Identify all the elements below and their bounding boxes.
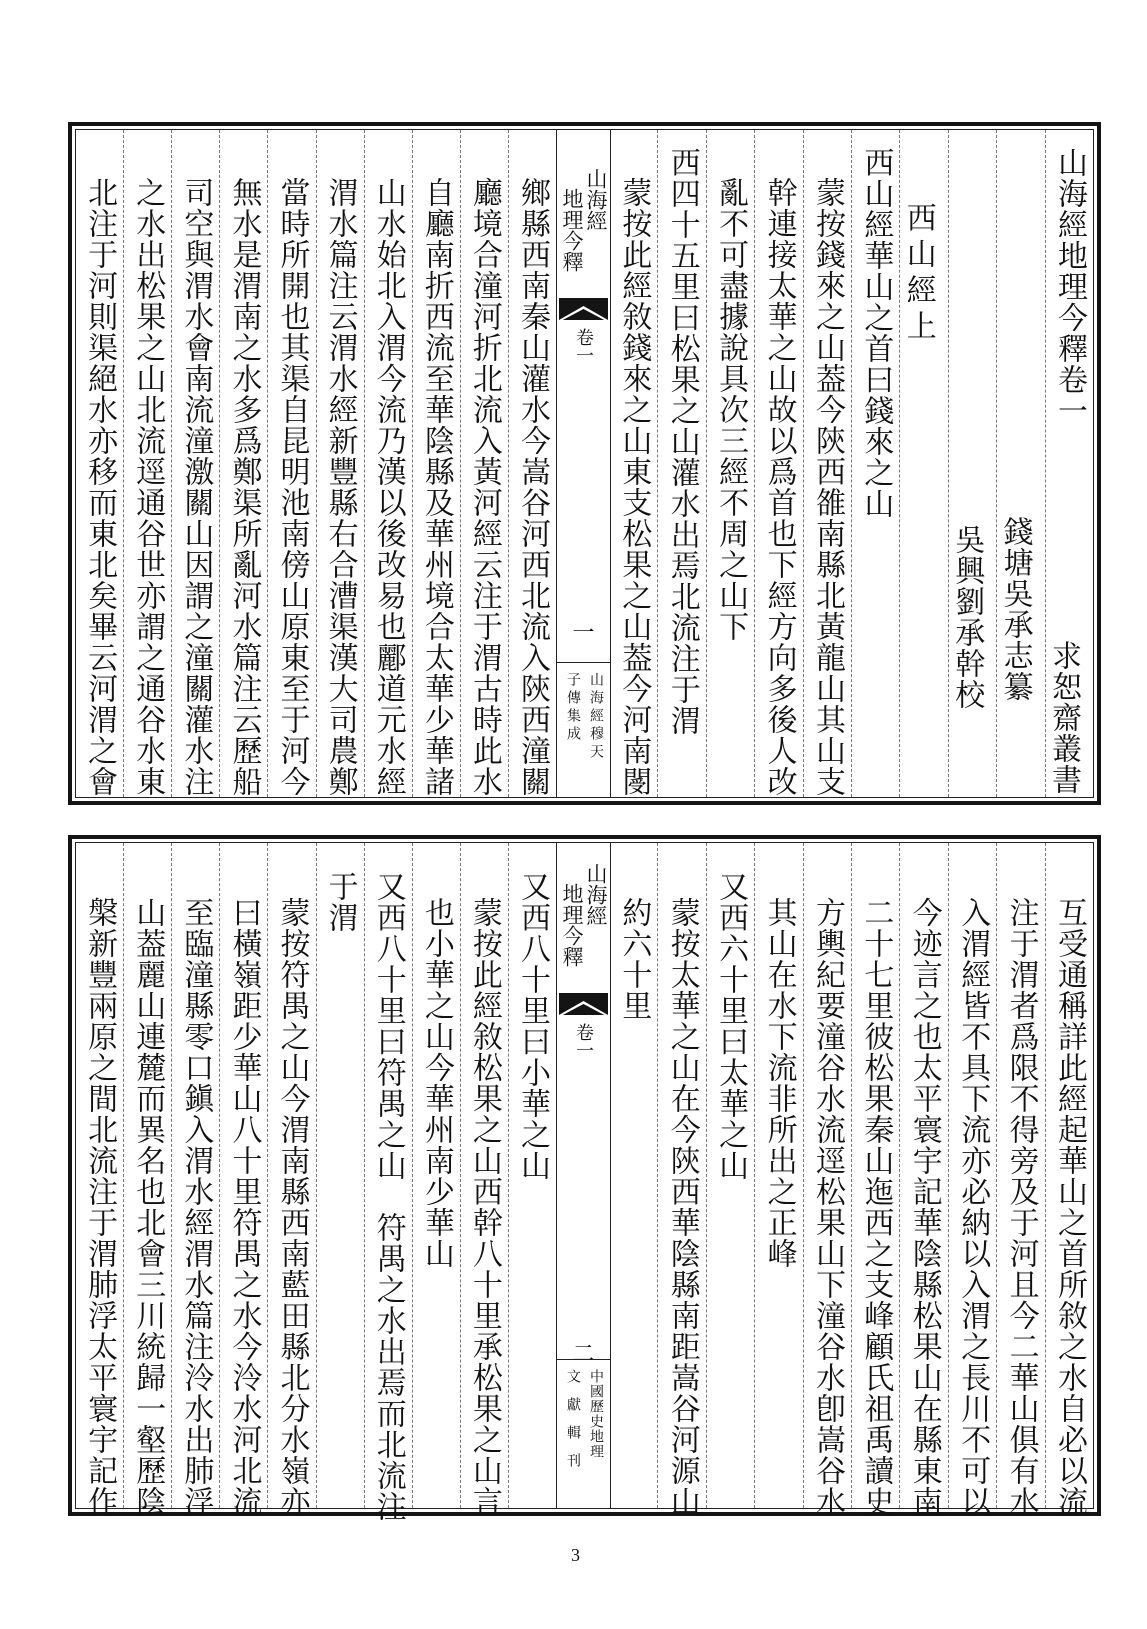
commentary-column: [171, 130, 219, 797]
commentary-column: [610, 130, 657, 797]
classic-text-column: [364, 843, 412, 1522]
column-text: 約六十里: [616, 897, 652, 1021]
fishtail-mark-icon: [559, 298, 608, 320]
column-text: 西山經華山之首曰錢來之山: [858, 147, 894, 519]
commentary-column: [460, 843, 508, 1517]
classic-text-column: [657, 130, 705, 797]
collection-title-1: 山海經穆天: [588, 672, 604, 762]
column-text: 廳境合潼河折北流入黃河經云注于渭古時此水: [466, 177, 502, 797]
chapter-heading-column: [899, 130, 947, 797]
book-title-2: 地理今釋: [560, 883, 584, 967]
collection-title-2: 文獻輯刊: [565, 1369, 581, 1481]
column-text: 二十七里彼松果秦山迤西之支峰顧氏祖禹讀史: [858, 897, 894, 1517]
commentary-column: [1045, 843, 1093, 1517]
leaf-number: 一: [572, 621, 595, 646]
classic-text-column: [706, 843, 754, 1508]
left-text-area: [76, 843, 556, 1522]
column-text: 亂不可盡據說具次三經不周之山下: [713, 177, 749, 642]
center-fold-strip: [556, 130, 611, 797]
column-text: 之水出松果之山北流逕通谷世亦謂之通谷水東: [130, 177, 166, 797]
commentary-column: [657, 843, 705, 1517]
column-text: 北注于河則渠絕水亦移而東北矣畢云河渭之會: [82, 177, 118, 797]
column-text: 又西八十里曰符禺之山 符禺之水出焉而北流注: [370, 871, 406, 1522]
column-text: 也小華之山今華州南少華山: [418, 897, 454, 1269]
commentary-column: [706, 130, 754, 797]
column-text: 方輿紀要潼谷水流逕松果山下潼谷水卽嵩谷水: [809, 897, 845, 1517]
commentary-column: [123, 843, 171, 1517]
upper-leaf: [68, 122, 1101, 805]
column-text: 幹連接太華之山故以爲首也下經方向多後人改: [761, 177, 797, 797]
leaf-number: 二: [572, 1342, 595, 1367]
commentary-column: [123, 130, 171, 797]
column-text: 入渭經皆不具下流亦必納以入渭之長川不可以: [955, 897, 991, 1517]
column-text: 又西六十里曰太華之山: [713, 871, 749, 1181]
compiler: 錢塘吳承志纂: [997, 516, 1033, 702]
classic-text-column: [508, 843, 556, 1508]
right-text-area: [610, 843, 1093, 1517]
book-title-1: 山海經: [584, 863, 608, 926]
volume-title: 山海經地理今釋卷一: [1052, 147, 1087, 426]
column-text: 曰橫嶺距少華山八十里符禺之水今泠水河北流: [226, 897, 262, 1517]
commentary-column: [851, 843, 899, 1517]
column-text: 注于渭者爲限不得旁及于河且今二華山俱有水: [1003, 897, 1039, 1517]
column-text: 又西八十里曰小華之山: [515, 871, 550, 1181]
commentary-column: [171, 843, 219, 1517]
fishtail-mark-icon: [559, 993, 608, 1015]
column-text: 槃新豐兩原之間北流注于渭肺浮太平寰宇記作: [82, 897, 118, 1517]
column-text: 自廳南折西流至華陰縣及華州境合太華少華諸: [418, 177, 454, 797]
column-text: 無水是渭南之水多爲鄭渠所亂河水篇注云歷船: [226, 177, 262, 797]
commentary-column: [948, 843, 996, 1517]
commentary-column: [610, 843, 657, 1508]
commentary-column: [364, 130, 412, 797]
column-text: 蒙按符禺之山今渭南縣西南藍田縣北分水嶺亦: [274, 897, 310, 1517]
commentary-column: [899, 843, 947, 1517]
commentary-column: [76, 130, 123, 797]
volume-label: 卷一: [573, 328, 594, 364]
commentary-column: [460, 130, 508, 797]
column-text: 于渭: [322, 871, 358, 933]
column-text: 山葢麗山連麓而異名也北會三川統歸一壑歷陰: [130, 897, 166, 1517]
column-text: 渭水篇注云渭水經新豐縣右合漕渠漢大司農鄭: [322, 177, 358, 797]
commentary-column: [754, 130, 802, 797]
inner-frame: [75, 129, 1094, 798]
commentary-column: [803, 130, 851, 797]
chapter-heading: 西山經上: [900, 202, 936, 346]
column-text: 今迹言之也太平寰宇記華陰縣松果山在縣東南: [906, 897, 942, 1517]
center-fold-strip: [556, 843, 611, 1508]
inner-frame: [75, 842, 1094, 1522]
title-column: [1045, 130, 1093, 797]
page-number: 3: [571, 1545, 580, 1565]
divider: [557, 662, 610, 663]
classic-text-column: [316, 843, 364, 1508]
divider: [557, 1359, 610, 1360]
column-text: 蒙按此經敘錢來之山東支松果之山葢今河南閿: [616, 177, 652, 797]
commentary-column: [219, 130, 267, 797]
book-title-2: 地理今釋: [560, 188, 584, 272]
column-text: 蒙按此經敘松果之山西幹八十里承松果之山言: [466, 897, 502, 1517]
commentary-column: [996, 843, 1044, 1517]
commentary-column: [267, 843, 315, 1517]
commentary-column: [754, 843, 802, 1508]
volume-label: 卷一: [573, 1023, 594, 1059]
series-name: 求恕齋叢書: [1046, 640, 1081, 795]
commentary-column: [803, 843, 851, 1517]
column-text: 蒙按錢來之山葢今陝西雒南縣北黃龍山其山支: [809, 177, 845, 797]
commentary-column: [76, 843, 123, 1517]
column-text: 其山在水下流非所出之正峰: [761, 897, 797, 1269]
column-text: 蒙按太華之山在今陝西華陰縣南距嵩谷河源山: [664, 897, 700, 1517]
right-text-area: [610, 130, 1093, 797]
compiler-column: [996, 130, 1044, 797]
left-text-area: [76, 130, 556, 797]
classic-text-column: [851, 130, 899, 797]
column-text: 西四十五里曰松果之山灌水出焉北流注于渭: [664, 147, 700, 736]
commentary-column: [316, 130, 364, 797]
commentary-column: [508, 130, 556, 797]
book-title-1: 山海經: [584, 168, 608, 231]
collator-column: [948, 130, 996, 797]
commentary-column: [412, 130, 460, 797]
collection-title-2: 子傳集成: [565, 672, 581, 744]
column-text: 互受通稱詳此經起華山之首所敘之水自必以流: [1052, 897, 1087, 1517]
collection-title-1: 中國歷史地理: [588, 1369, 604, 1459]
column-text: 鄉縣西南秦山灌水今嵩谷河西北流入陝西潼關: [515, 177, 550, 797]
commentary-column: [267, 130, 315, 797]
commentary-column: [412, 843, 460, 1508]
collator: 吳興劉承幹校: [949, 524, 985, 710]
column-text: 司空與渭水會南流潼激關山因謂之潼關灌水注: [178, 177, 214, 797]
commentary-column: [219, 843, 267, 1517]
column-text: 至臨潼縣零口鎭入渭水經渭水篇注泠水出肺浮: [178, 897, 214, 1517]
lower-leaf: [68, 835, 1101, 1522]
column-text: 當時所開也其渠自昆明池南傍山原東至于河今: [274, 177, 310, 797]
column-text: 山水始北入渭今流乃漢以後改易也酈道元水經: [370, 177, 406, 797]
